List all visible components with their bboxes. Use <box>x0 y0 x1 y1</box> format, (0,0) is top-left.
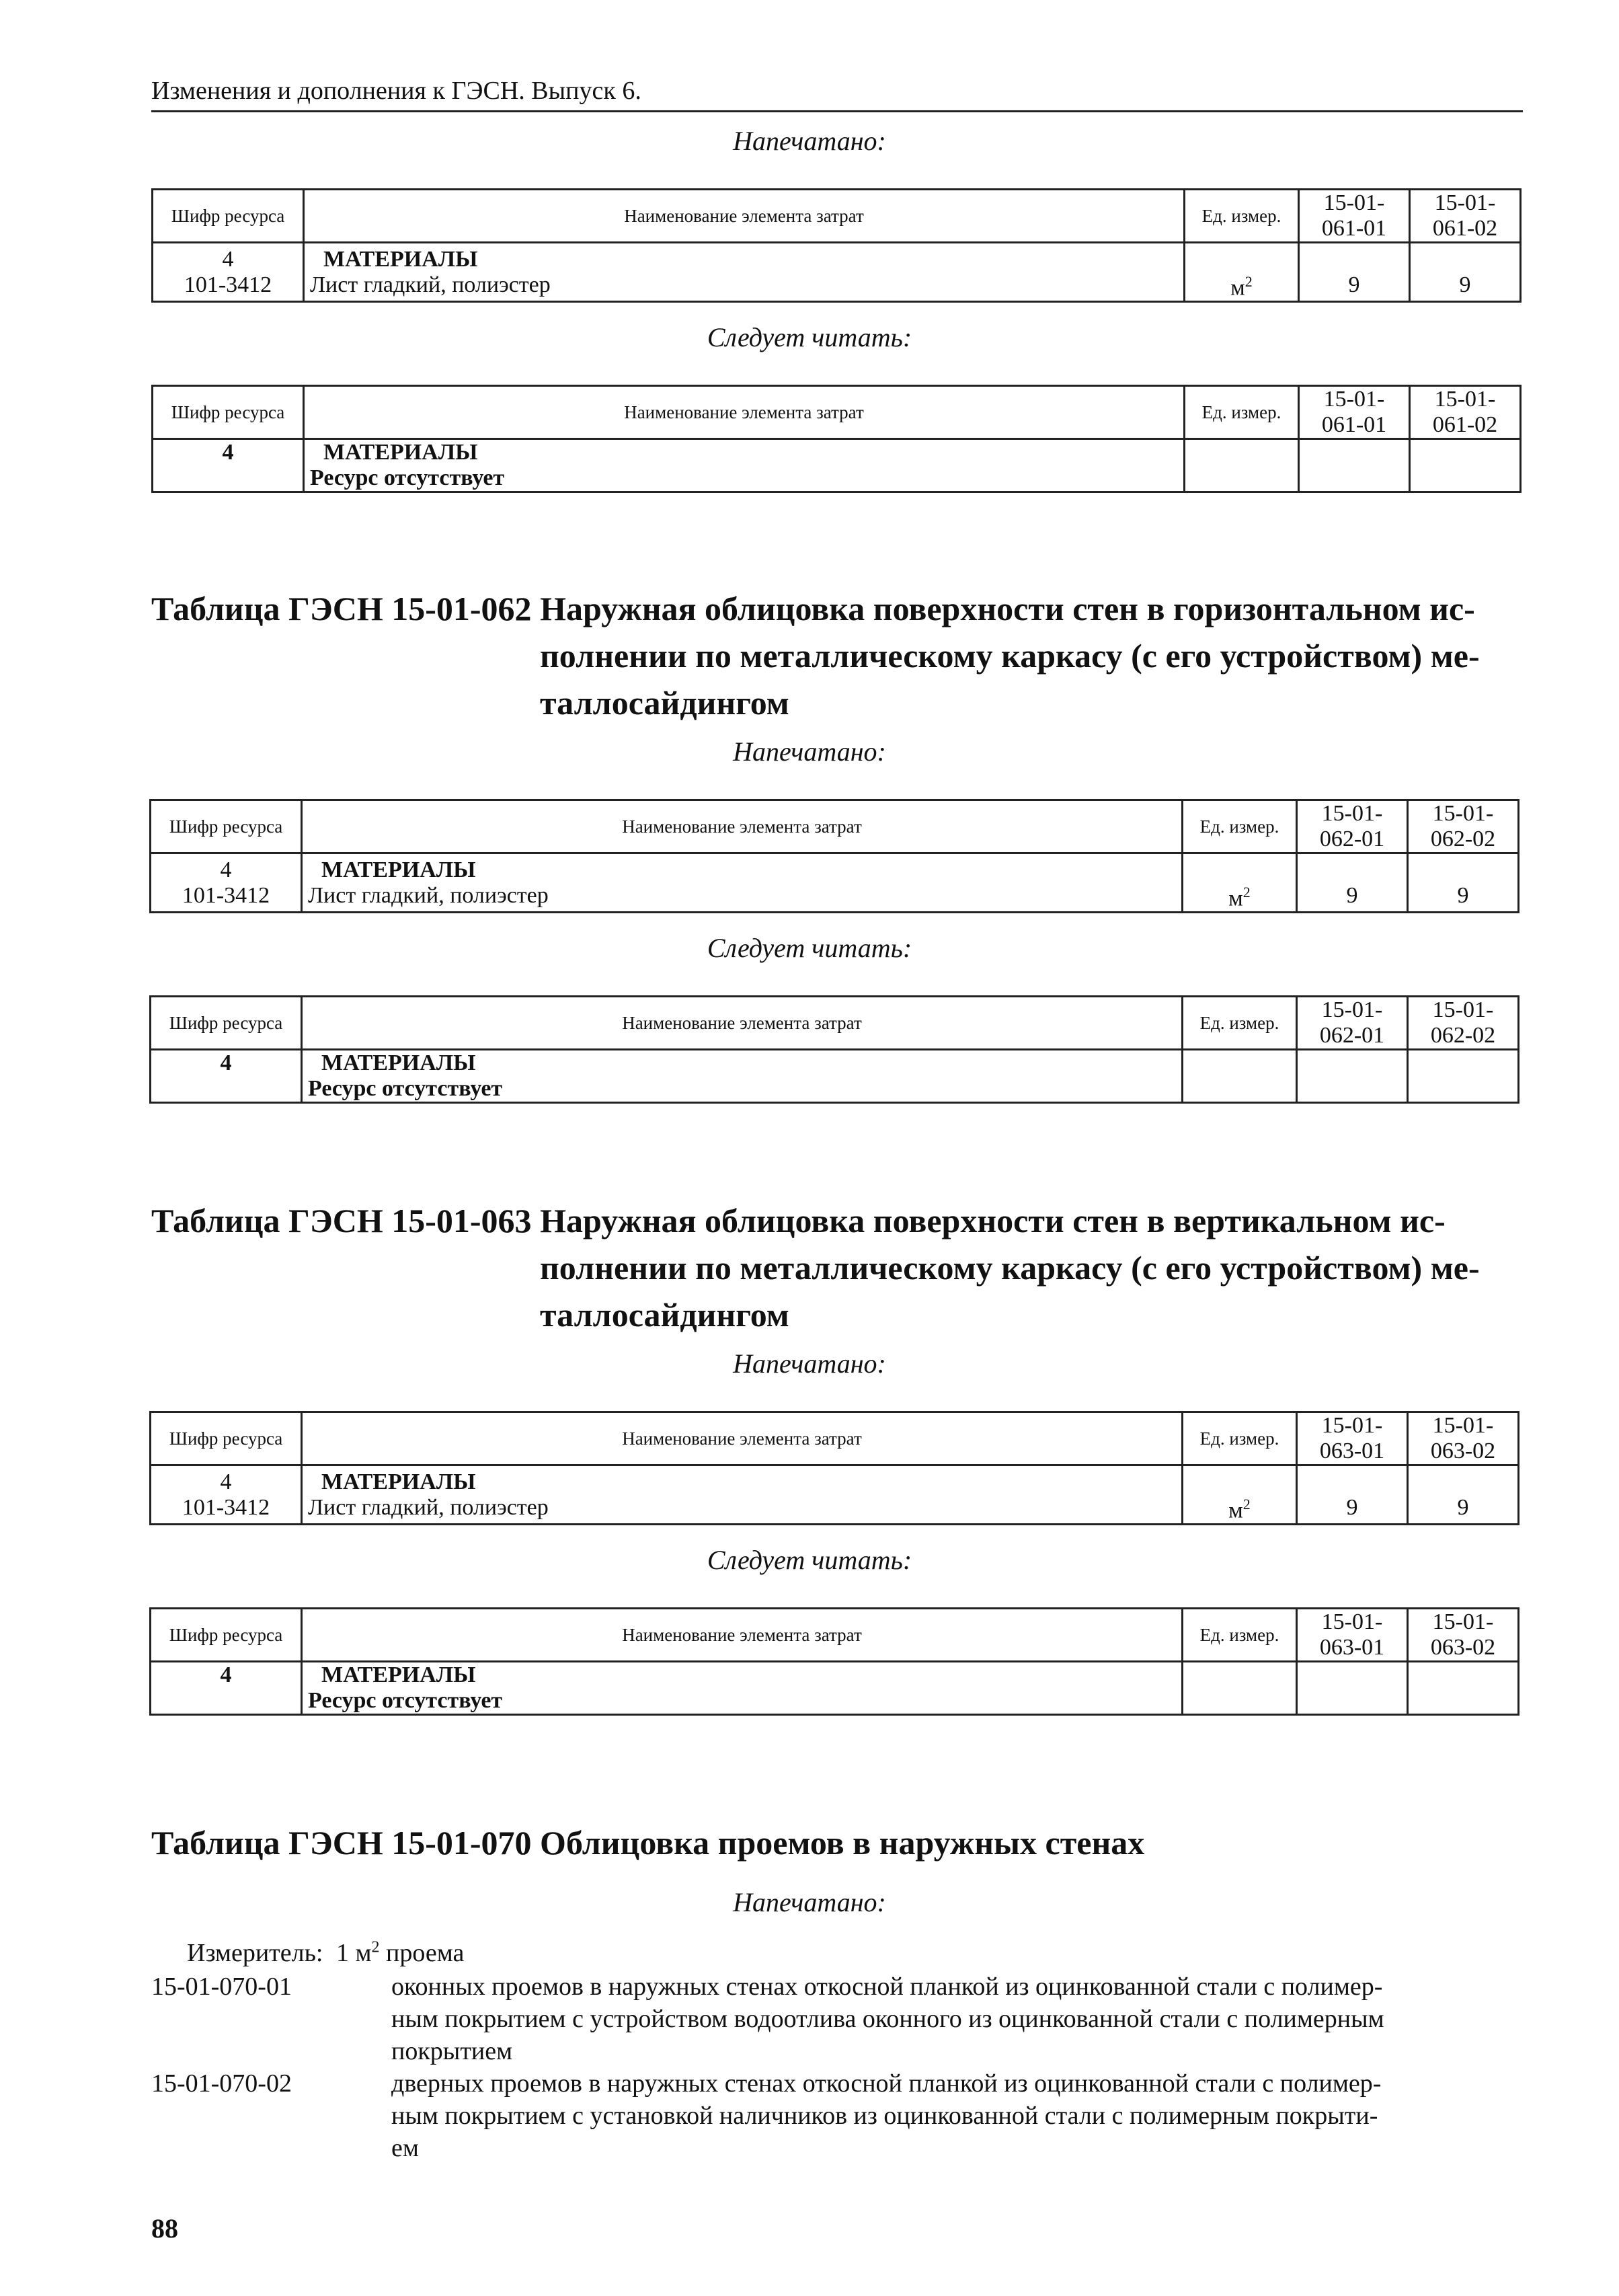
page-header: Изменения и дополнения к ГЭСН. Выпуск 6. <box>151 75 1523 112</box>
header-col-2: 15-01- 063-02 <box>1408 1609 1519 1662</box>
resource-unit: $м^2$ <box>1183 853 1297 913</box>
header-unit: Ед. измер. <box>1185 190 1299 243</box>
header-code: Шифр ресурса <box>151 997 302 1050</box>
meter-value: 1 $м^2$ проема <box>336 1938 465 1967</box>
resource-table-printed-061 <box>151 188 1522 303</box>
resource-value-1: 9 <box>1297 853 1408 913</box>
resource-unit <box>1183 1050 1297 1103</box>
item-code: 15-01-070-01 <box>151 1973 292 2001</box>
header-col-2: 15-01- 063-02 <box>1408 1412 1519 1465</box>
resource-unit: $м^2$ <box>1185 243 1299 302</box>
resource-table-should-062 <box>149 995 1519 1104</box>
resource-value-1: 9 <box>1297 1465 1408 1525</box>
resource-value-2 <box>1410 439 1521 492</box>
header-col-1: 15-01- 063-01 <box>1297 1412 1408 1465</box>
resource-unit <box>1185 439 1299 492</box>
page-number: 88 <box>151 2213 178 2244</box>
should-read-label: Следует читать: <box>707 933 912 963</box>
resource-name: МАТЕРИАЛЫ Лист гладкий, полиэстер <box>304 243 1185 302</box>
resource-table-printed-062 <box>149 799 1519 913</box>
printed-label: Напечатано: <box>733 1348 886 1379</box>
resource-unit: $м^2$ <box>1183 1465 1297 1525</box>
header-unit: Ед. измер. <box>1183 997 1297 1050</box>
printed-label: Напечатано: <box>733 1887 886 1917</box>
resource-value-1 <box>1297 1662 1408 1715</box>
resource-name: МАТЕРИАЛЫ Лист гладкий, полиэстер <box>302 853 1183 913</box>
header-code: Шифр ресурса <box>151 1412 302 1465</box>
resource-value-1: 9 <box>1299 243 1410 302</box>
header-name: Наименование элемента затрат <box>302 1609 1183 1662</box>
header-col-2: 15-01- 062-02 <box>1408 997 1519 1050</box>
resource-value-2 <box>1408 1050 1519 1103</box>
header-name: Наименование элемента затрат <box>302 800 1183 853</box>
resource-value-1 <box>1299 439 1410 492</box>
item-code: 15-01-070-02 <box>151 2069 292 2098</box>
header-col-1: 15-01- 061-01 <box>1299 386 1410 439</box>
printed-label: Напечатано: <box>733 126 886 156</box>
header-name: Наименование элемента затрат <box>302 1412 1183 1465</box>
header-col-2: 15-01- 061-02 <box>1410 190 1521 243</box>
table-title-063: Таблица ГЭСН 15-01-063 Наружная облицовка поверхности стен в вертикальном ис- полнении по металлическому каркасу (с его устройством) ме- таллосайдингом <box>151 1202 1480 1334</box>
header-unit: Ед. измер. <box>1183 800 1297 853</box>
resource-code: 4 101-3412 <box>151 1465 302 1525</box>
header-unit: Ед. измер. <box>1185 386 1299 439</box>
resource-value-2: 9 <box>1408 1465 1519 1525</box>
should-read-label: Следует читать: <box>707 1545 912 1575</box>
header-col-2: 15-01- 062-02 <box>1408 800 1519 853</box>
header-code: Шифр ресурса <box>153 386 304 439</box>
header-unit: Ед. измер. <box>1183 1609 1297 1662</box>
resource-value-2 <box>1408 1662 1519 1715</box>
header-unit: Ед. измер. <box>1183 1412 1297 1465</box>
resource-value-2: 9 <box>1408 853 1519 913</box>
header-col-2: 15-01- 061-02 <box>1410 386 1521 439</box>
printed-label: Напечатано: <box>733 736 886 767</box>
resource-name: МАТЕРИАЛЫ Ресурс отсутствует <box>304 439 1185 492</box>
resource-name: МАТЕРИАЛЫ Ресурс отсутствует <box>302 1050 1183 1103</box>
resource-value-2: 9 <box>1410 243 1521 302</box>
resource-code: 4 <box>151 1050 302 1103</box>
resource-table-should-063 <box>149 1607 1519 1716</box>
header-col-1: 15-01- 062-01 <box>1297 800 1408 853</box>
resource-table-should-061 <box>151 385 1522 493</box>
should-read-label: Следует читать: <box>707 322 912 352</box>
item-description: дверных проемов в наружных стенах откосной планкой из оцинкованной стали с полимер- ным покрытием с установкой наличников из оцинкованной стали с полимерным покрыти- ем <box>391 2069 1382 2162</box>
resource-code: 4 101-3412 <box>153 243 304 302</box>
table-title-070: Таблица ГЭСН 15-01-070 Облицовка проемов в наружных стенах <box>151 1824 1145 1862</box>
resource-table-printed-063 <box>149 1411 1519 1525</box>
item-description: оконных проемов в наружных стенах откосной планкой из оцинкованной стали с полимер- ным покрытием с устройством водоотлива оконного из оцинкованной стали с полимерным покрытием <box>391 1973 1384 2065</box>
resource-code: 4 <box>153 439 304 492</box>
resource-code: 4 <box>151 1662 302 1715</box>
header-col-1: 15-01- 061-01 <box>1299 190 1410 243</box>
header-code: Шифр ресурса <box>151 800 302 853</box>
header-name: Наименование элемента затрат <box>304 190 1185 243</box>
resource-name: МАТЕРИАЛЫ Ресурс отсутствует <box>302 1662 1183 1715</box>
resource-code: 4 101-3412 <box>151 853 302 913</box>
resource-unit <box>1183 1662 1297 1715</box>
header-code: Шифр ресурса <box>153 190 304 243</box>
table-title-062: Таблица ГЭСН 15-01-062 Наружная облицовка поверхности стен в горизонтальном ис- полнении по металлическому каркасу (с его устройством) ме- таллосайдингом <box>151 590 1480 722</box>
header-col-1: 15-01- 062-01 <box>1297 997 1408 1050</box>
meter-row <box>187 1937 464 1969</box>
header-name: Наименование элемента затрат <box>302 997 1183 1050</box>
meter-label: Измеритель: <box>187 1939 323 1967</box>
header-col-1: 15-01- 063-01 <box>1297 1609 1408 1662</box>
header-name: Наименование элемента затрат <box>304 386 1185 439</box>
header-code: Шифр ресурса <box>151 1609 302 1662</box>
resource-value-1 <box>1297 1050 1408 1103</box>
resource-name: МАТЕРИАЛЫ Лист гладкий, полиэстер <box>302 1465 1183 1525</box>
